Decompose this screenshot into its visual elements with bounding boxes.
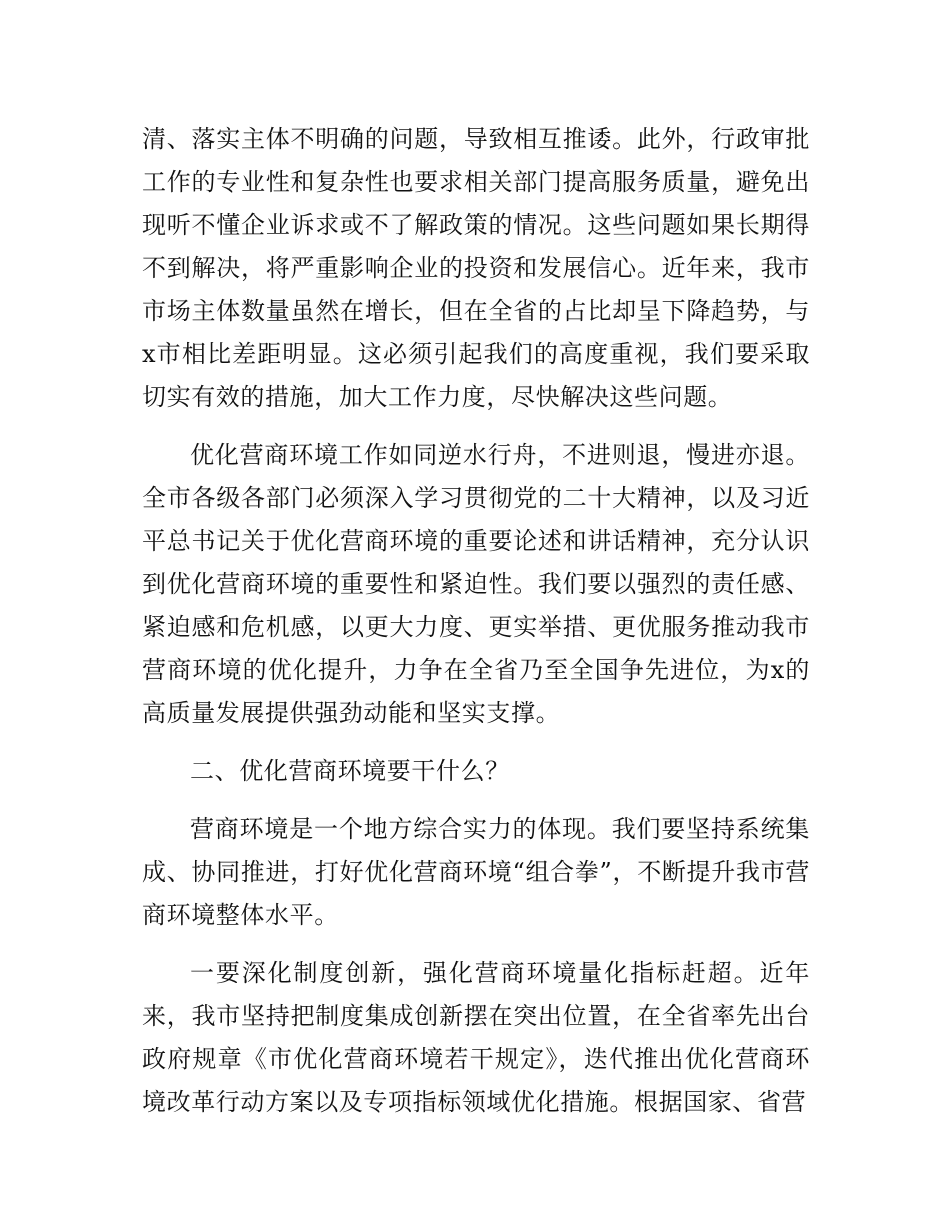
document-body [142,118,810,1139]
paragraph-institutional-innovation: 一要深化制度创新，强化营商环境量化指标赶超。近年来，我市坚持把制度集成创新摆在突出位置，在全省率先出台政府规章《市优化营商环境若干规定》，迭代推出优化营商环境改革行动方案以及专项指标领域优化措施。根据国家、省营 [142,959,810,1116]
section-heading-what-to-do: 二、优化营商环境要干什么？ [190,757,510,785]
paragraph-continuation: 清、落实主体不明确的问题，导致相互推诿。此外，行政审批工作的专业性和复杂性也要求相关部门提高服务质量，避免出现听不懂企业诉求或不了解政策的情况。这些问题如果长期得不到解决，将严重影响企业的投资和发展信心。近年来，我市市场主体数量虽然在增长，但在全省的占比却呈下降趋势，与x市相比差距明显。这必须引起我们的高度重视，我们要采取切实有效的措施，加大工作力度，尽快解决这些问题。 [142,125,810,411]
paragraph-comprehensive-strength: 营商环境是一个地方综合实力的体现。我们要坚持系统集成、协同推进，打好优化营商环境“组合拳”，不断提升我市营商环境整体水平。 [142,815,810,929]
paragraph-business-environment-urgency: 优化营商环境工作如同逆水行舟，不进则退，慢进亦退。全市各级各部门必须深入学习贯彻党的二十大精神，以及习近平总书记关于优化营商环境的重要论述和讲话精神，充分认识到优化营商环境的重要性和紧迫性。我们要以强烈的责任感、紧迫感和危机感，以更大力度、更实举措、更优服务推动我市营商环境的优化提升，力争在全省乃至全国争先进位，为x的高质量发展提供强劲动能和坚实支撑。 [142,441,810,727]
